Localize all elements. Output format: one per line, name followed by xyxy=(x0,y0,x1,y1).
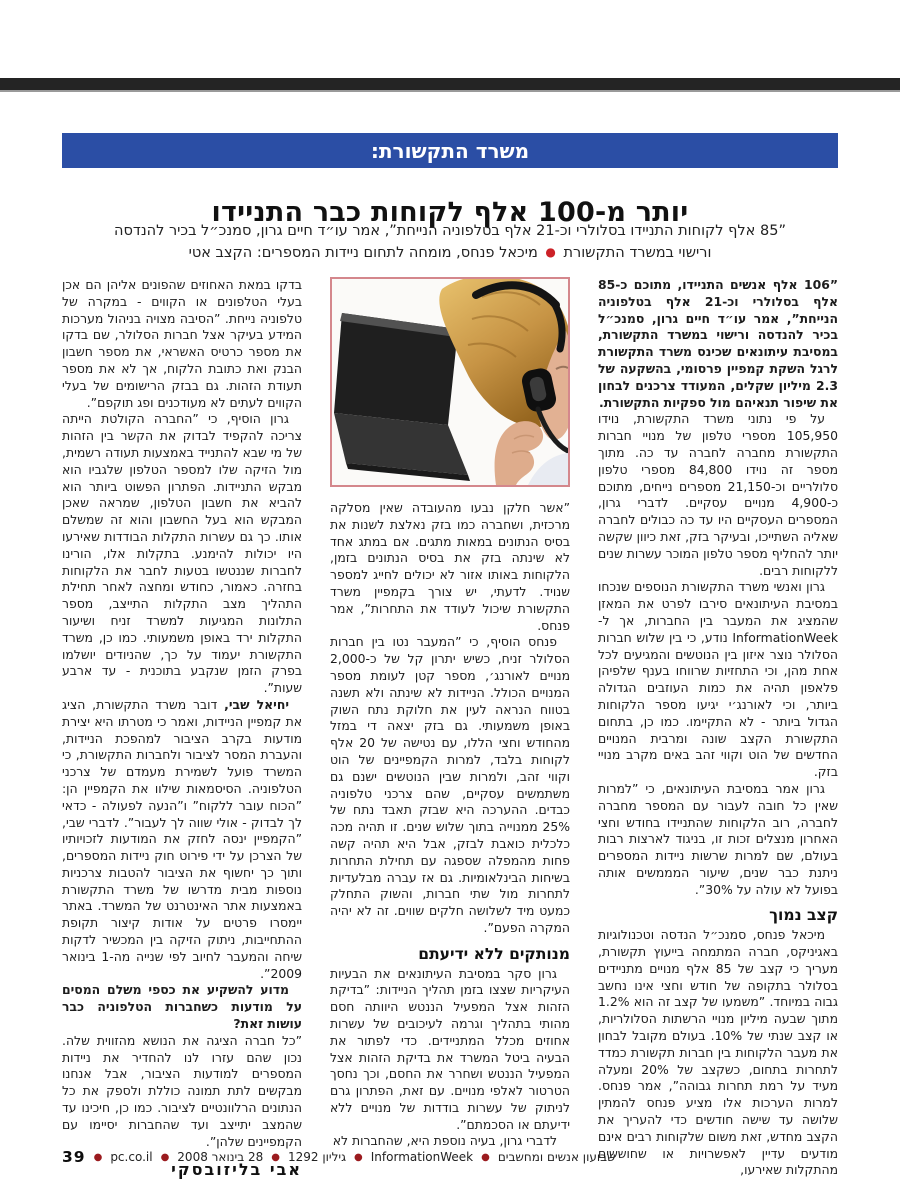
paragraph: ”אשר חלקן נבעו מהעובדה שאין מסלקה מרכזית, ושחברה כמו בזק נאלצת לשנות את בסיס הנתונים במאות מתגים. אם במתג אחד לא שינתה בזק את בסיס הנתונים בזמן, הלקוחות באותו אזור לא יכולים לחייג למספר שנויד. לדעתי, יש צורך בקמפיין משרד התקשורת שיכול לעודד את התחרות”, אמר פנחס. xyxy=(330,500,570,633)
paragraph: על פי נתוני משרד התקשורת, נוידו 105,950 מספרי טלפון של מנויי חברות התקשורת מחברה לחברה עד כה. מתוך מספר זה נוידו 84,800 מספרי טלפון סלולריים וכ-21,150 מספרים נייחים, מתוכם כ-4,900 מנויים עסקיים. לדברי גרון, המספרים העסקיים היו עד כה כבולים לחברה שאליה השתייכו, ובעיקר בזק, זאת כיוון שקשה יותר להחליף מספר טלפון המוכר עשרות שנים ללקוחות רבים. xyxy=(598,411,838,578)
page-footer xyxy=(62,1148,616,1166)
paragraph: פנחס הוסיף, כי ”המעבר נטו בין חברות הסלולר זניח, כשיש יתרון קל של כ-2,000 מנויים לאורנג׳, מספר קטן לעומת מספר המנויים הכולל. הניידות לא שינתה ולא תשנה בטווח הנראה לעין את חלוקת נתח השוק באופן משמעותי. גם בזק יצאה די במזל מהחודש וחצי הללו, עם נטישה של 20 אלף לקוחות בלבד, למרות הקמפיינים של הוט וקווי זהב, ולמרות שבין הנוטשים ישנם גם משתמשים עסקיים, שהם צרכני טלפוניה כבדים. ההערכה היא שבזק תאבד נתח של 25% ממנוייה בתוך שלוש שנים. זו תהיה מכה כלכלית כואבת לבזק, אבל היא תהיה קשה פחות מהמפלה שספגה עם תחילת התחרות בשיחות הבינלאומיות. גם אז עברה מבלעדיות לתחרות מול שתי חברות, והשוק התחלק כמעט מיד לשלושה חלקים שווים. זה לא יהיה המקרה הפעם”. xyxy=(330,634,570,935)
footer-publication: שבועון אנשים ומחשבים xyxy=(497,1150,616,1164)
woman-headset-photo xyxy=(330,277,570,487)
footer-issue: גיליון 1292 xyxy=(287,1150,347,1164)
paragraph: יחיאל שבי, דובר משרד התקשורת, הציג את קמפיין הניידות, ואמר כי מטרתו היא יצירת מודעות בקרב הציבור למהפכת הניידות, והעברת המסר לציבור ולחברות התקשורת, כי המשרד פועל לשמירת מעמדם של צרכני הטלפוניה. הסיסמאות שילוו את הקמפיין הן: ”הכוח עובר ללקוח” ו”הנעה לפעולה - כדאי לך לבדוק - אולי שווה לך לעבור”. לדברי שבי, ”הקמפיין ינסה לחזק את המודעות לזכויותיו של הצרכן על ידי פירוט חוק ניידות המספרים, ותוך כך יחשוף את הציבור להטבות צרכניות נוספות מבית מדרשו של משרד התקשורת באמצעות אתר האינטרנט של המשרד. באתר יימסרו פרטים על אודות קיצור תקופת ההתחייבות, ניתוק הזיקה בין המכשיר לדקות שיחה והמעבר לחיוב לפי שנייה מה-1 בינואר 2009”. xyxy=(62,696,302,981)
subhead-line2-before: ורישוי במשרד התקשורת xyxy=(563,245,712,261)
page-number: 39 xyxy=(62,1148,86,1166)
footer-website: pc.co.il xyxy=(110,1150,153,1164)
paragraph-bold-lead: יחיאל שבי, xyxy=(224,696,289,712)
bold-question-paragraph: מדוע להשקיע את כספי משלם המסים על מודעות כשחברות הטלפוניה כבר עושות זאת? xyxy=(62,982,302,1032)
article-column-middle-text xyxy=(330,500,570,1150)
article-subhead xyxy=(62,221,838,264)
footer-bullet-icon: ● xyxy=(481,1151,490,1163)
article-column-left xyxy=(62,277,302,1179)
footer-bullet-icon: ● xyxy=(160,1151,170,1163)
footer-bullet-icon: ● xyxy=(354,1151,363,1163)
subhead-line1: ”85 אלף לקוחות התניידו בסלולרי וכ-21 אלף בטלפוניה הנייחת”, אמר עו״ד חיים גרון, סמנכ״ל בכיר להנדסה xyxy=(114,223,786,239)
paragraph: ”כל חברה הציגה את הנושא מהזווית שלה. נכון שהם עזרו לנו להחדיר את ניידות המספרים למודעות הציבור, אבל אנחנו מבקשים לתת תמונה כוללת ולספק את כל הנתונים הרלוונטיים לציבור. כמו כן, חיכינו עד שהמצב יתייצב ועד שהחברות יסיימו עם הקמפיינים שלהן”. xyxy=(62,1032,302,1149)
article-headline: יותר מ-100 אלף לקוחות כבר התניידו xyxy=(211,197,689,229)
top-divider-rule xyxy=(0,78,900,92)
article-column-right xyxy=(598,277,838,1179)
woman-headset-illustration xyxy=(332,279,568,485)
article-column-middle xyxy=(330,277,570,1150)
paragraph: מיכאל פנחס, סמנכ״ל הנדסה וטכנולוגיות באגיניקס, חברה המתמחה בייעוץ תקשורת, מעריך כי קצב של 85 אלף מנויים מתניידים בסלולר בתקופה של חודש וחצי אינו נחשב גבוה במיוחד. ”משמעו של קצב זה הוא 1.2% מתוך שבעה מיליון מנויי הרשתות הסלולריות, או קצב שנתי של 10%. בעולם מקובל לבחון את מעבר הלקוחות בין חברות תקשורת כמדד לתחרות בתחום, כשקצב של 20% ומעלה מעיד על רמת תחרות גבוהה”, אמר פנחס. למרות הערכות אלו מציע פנחס להמתין שלושה עד שישה חודשים כדי להעריך את הקצב מחדש, זאת משום שלקוחות רבים אינם מודעים עדיין לאפשרויות או שחוששים מהתקלות שאירעו, xyxy=(598,927,839,1178)
paragraph: גרון אמר במסיבת העיתונאים, כי ”למרות שאין כל חובה לעבור עם המספר מחברה לחברה, רוב הלקוחות שהתניידו בחודש וחצי האחרון מנצלים זכות זו, בניגוד לארצות רבות בעולם, שם למרות שרשות ניידות המספרים ניתנת כבר שנים, שיעור המממשים אותה בפועל לא עולה על 30%”. xyxy=(598,780,838,897)
kicker-text: משרד התקשורת: xyxy=(370,138,530,163)
subhead-bullet-icon: ● xyxy=(545,245,556,259)
kicker-bar xyxy=(62,133,838,168)
paragraph: גרון הוסיף, כי ”החברה הקולטת הייתה צריכה להקפיד לבדוק את הקשר בין הזהות של מי שבא להתנייד באמצעות תעודה רשמית, מול הזיקה שלו למספר הטלפון שלגביו הוא מבקש התניידות. הפתרון הפשוט ביותר הוא להביא את חשבון הטלפון, שמראה שאכן המבקש הוא בעל החשבון והוא זה שמשלם אותו. כך גם עשרות התקלות הבודדות שאירעו היו יכולות להימנע. בתקלות אלו, הורינו לחברות שננטשו בטעות לחבר את הלקוחות בחזרה. כאמור, כחודש ומחצה לאחר תחילת התהליך מצב התקלות התייצב, מספר התלונות המגיעות למשרד זניח ושיעור התקלות ירד באופן משמעותי. כמו כן, משרד התקשורת יעמוד על כך, שהניודים יושלמו בפרק הזמן שנקבע בתוכנית - עד ארבע שעות”. xyxy=(62,411,302,696)
author-byline: אבי בליזובסקי xyxy=(171,1160,302,1180)
paragraph: גרון ואנשי משרד התקשורת הנוספים שנכחו במסיבת העיתונאים סירבו לפרט את המאזן שהמציג את המעבר בין החברות, אך ל-InformationWeek נודע, כי בין שלוש חברות הסלולר נוצר איזון בין הנוטשים והמגיעים לכל אחת מהן, וכי התחזיות שרווחו בענף שלפיהן פלאפון תהיה את כמות העוזבים הגדולה ביותר, וכי לאורנג׳י יגיעו מספר הלקוחות הגדול ביותר - לא התקיימו. כמו כן, בתחום התקשורת הקצב שונה ומרבית המנויים החדשים של הוט וקווי זהב באים מקרב מנויי בזק. xyxy=(598,579,838,780)
paragraph: לדברי גרון, בעיה נוספת היא, שהחברות לא xyxy=(332,1133,557,1149)
section-heading: קצב נמוך xyxy=(769,906,838,925)
subhead-line2-after: מיכאל פנחס, מומחה לתחום ניידות המספרים: הקצב אטי xyxy=(188,245,538,261)
footer-date: 28 בינואר 2008 xyxy=(177,1150,264,1164)
paragraph: גרון סקר במסיבת העיתונאים את הבעיות העיקריות שצצו בזמן תהליך הניידות: ”בדיקת הזהות אצל המפעיל הננטש היוותה חסם מהותי בתהליך וגרמה לעיכובים של עשרות אחוזים מכלל המתניידים. כדי לפתור את הבעיה ביטל המשרד את בדיקת הזהות אצל המפעיל הננטש ושחרר את החסם, וכך נחסך הטרטור לאלפי מנויים. עם זאת, הפתרון גרם לניתוק של עשרות בודדות של מנויים ללא ידיעתם או הסכמתם”. xyxy=(330,965,570,1132)
footer-bullet-icon: ● xyxy=(93,1151,103,1163)
footer-bullet-icon: ● xyxy=(271,1151,280,1163)
paragraph: בדקו במאת האחוזים שהפונים אליהן הם אכן בעלי הטלפונים או הקווים - במקרה של טלפוניה נייחת. ”הסיבה מצויה בניהול מערכות המידע בעיקר אצל חברות הסלולר, שם בדקו את מספר כרטיס האשראי, את מספר חשבון הבנק ואת כתובת הלקוח, אך לא את מספר תעודת הזהות. גם בבזק הרישומים של בעלי הקווים לעתים לא מעודכנים ופג תוקפם”. xyxy=(62,277,302,410)
lead-paragraph: ”106 אלף אנשים התניידו, מתוכם כ-85 אלף בסלולרי וכ-21 אלף בטלפוניה הנייחת”, אמר עו״ד חיים גרון, סמנכ״ל בכיר להנדסה ורישוי במשרד התקשורת, במסיבת עיתונאים שכינס משרד התקשורת לרגל השקת קמפיין פרסומי, בהשקעה של 2.3 מיליון שקלים, המעודד צרכנים לבחון את שיפור תנאיהם מול ספקיות התקשורת. xyxy=(598,277,838,410)
footer-brand: InformationWeek xyxy=(370,1150,474,1164)
section-heading: מנותקים ללא ידיעתם xyxy=(418,944,570,963)
